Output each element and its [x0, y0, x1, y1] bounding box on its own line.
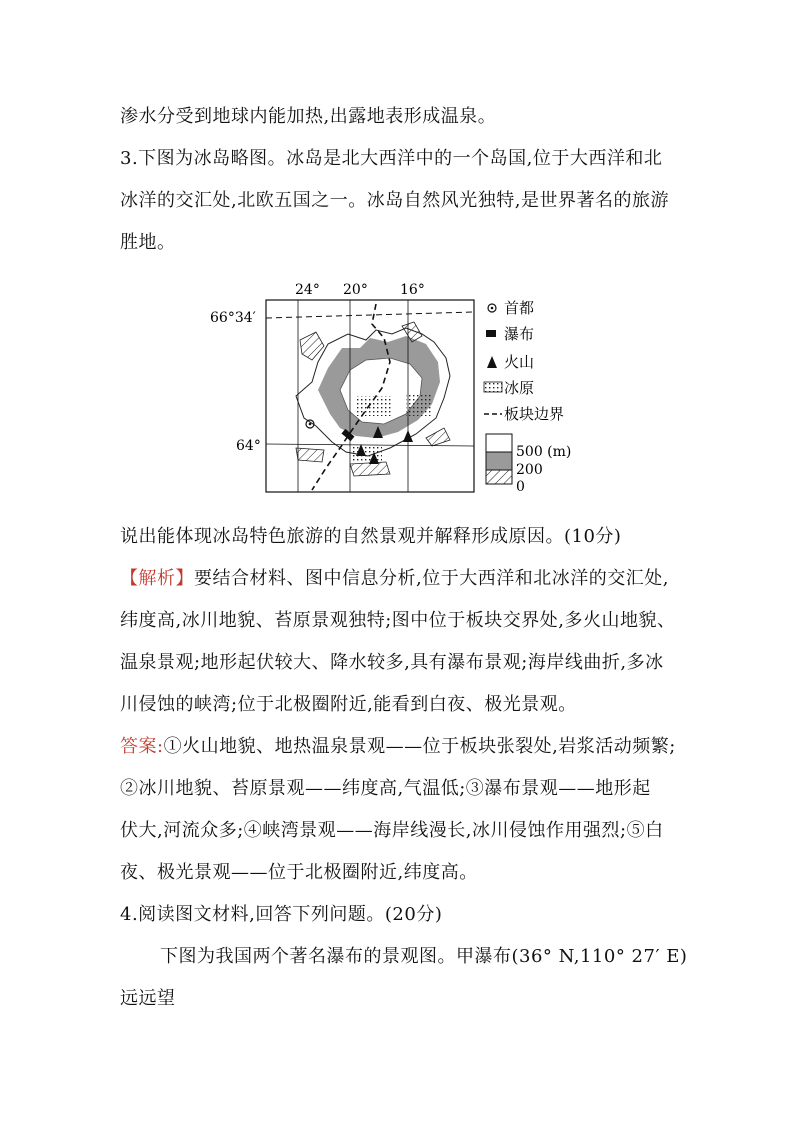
question-3-line: 3.下图为冰岛略图。冰岛是北大西洋中的一个岛国,位于大西洋和北: [120, 148, 663, 169]
coastal-lowland: [300, 332, 324, 360]
analysis-line: 纬度高,冰川地貌、苔原景观独特;图中位于板块交界处,多火山地貌、: [120, 610, 676, 631]
waterfall-legend-icon: [486, 330, 496, 337]
answer-text: ①火山地貌、地热温泉景观——位于板块张裂处,岩浆活动频繁;: [163, 736, 676, 757]
answer-tag: 答案:: [120, 736, 164, 757]
question-3-prompt: 说出能体现冰岛特色旅游的自然景观并解释形成原因。(10分): [120, 526, 622, 547]
answer-line: [120, 728, 690, 766]
coastal-lowland: [350, 462, 390, 476]
question-4-line: 下图为我国两个著名瀑布的景观图。甲瀑布(36° N,110° 27′ E): [160, 946, 688, 967]
coastal-lowland: [296, 448, 324, 462]
answer-line: ②冰川地貌、苔原景观——纬度高,气温低;③瀑布景观——地形起: [120, 778, 651, 799]
question-4-line: 远远望: [120, 988, 176, 1009]
elevation-label: 500 (m): [516, 444, 572, 460]
legend-label-waterfall: 瀑布: [504, 325, 535, 343]
iceland-map: [200, 278, 600, 498]
elevation-key-500: [486, 434, 512, 452]
capital-marker: [309, 423, 312, 426]
legend-label-icefield: 冰原: [504, 379, 535, 397]
legend-label-capital: 首都: [504, 299, 535, 317]
legend-label-plate-boundary: 板块边界: [504, 405, 565, 423]
question-3-line: 胜地。: [120, 232, 176, 253]
icefield: [352, 446, 382, 462]
analysis-line: 川侵蚀的峡湾;位于北极圈附近,能看到白夜、极光景观。: [120, 694, 577, 715]
arctic-circle: [266, 312, 474, 318]
answer-line: 夜、极光景观——位于北极圈附近,纬度高。: [120, 862, 478, 883]
analysis-line: 温泉景观;地形起伏较大、降水较多,具有瀑布景观;海岸线曲折,多冰: [120, 652, 664, 673]
elevation-label: 200: [516, 462, 543, 478]
analysis-text: 要结合材料、图中信息分析,位于大西洋和北冰洋的交汇处,: [194, 568, 669, 589]
answer-line: 伏大,河流众多;④峡湾景观——海岸线漫长,冰川侵蚀作用强烈;⑤白: [120, 820, 664, 841]
legend-label-volcano: 火山: [504, 353, 535, 371]
volcano-legend-icon: [487, 356, 497, 368]
analysis-tag: 【解析】: [120, 568, 194, 589]
lat-label: 66°34′: [210, 310, 256, 326]
elevation-label: 0: [516, 479, 525, 495]
lon-label: 24°: [295, 282, 320, 298]
icefield: [406, 394, 432, 416]
question-4-line: 4.阅读图文材料,回答下列问题。(20分): [120, 904, 443, 925]
icefield-legend-icon: [484, 382, 502, 392]
analysis-line: [120, 560, 690, 598]
elevation-key-200: [486, 452, 512, 470]
lat-label: 64°: [236, 438, 261, 454]
question-3-line: 冰洋的交汇处,北欧五国之一。冰岛自然风光独特,是世界著名的旅游: [120, 190, 669, 211]
capital-legend-icon: [491, 307, 494, 310]
lon-label: 20°: [343, 282, 368, 298]
text-line: 渗水分受到地球内能加热,出露地表形成温泉。: [120, 106, 497, 127]
coastal-lowland: [426, 428, 450, 446]
elevation-key-0: [486, 470, 512, 484]
lon-label: 16°: [400, 282, 425, 298]
